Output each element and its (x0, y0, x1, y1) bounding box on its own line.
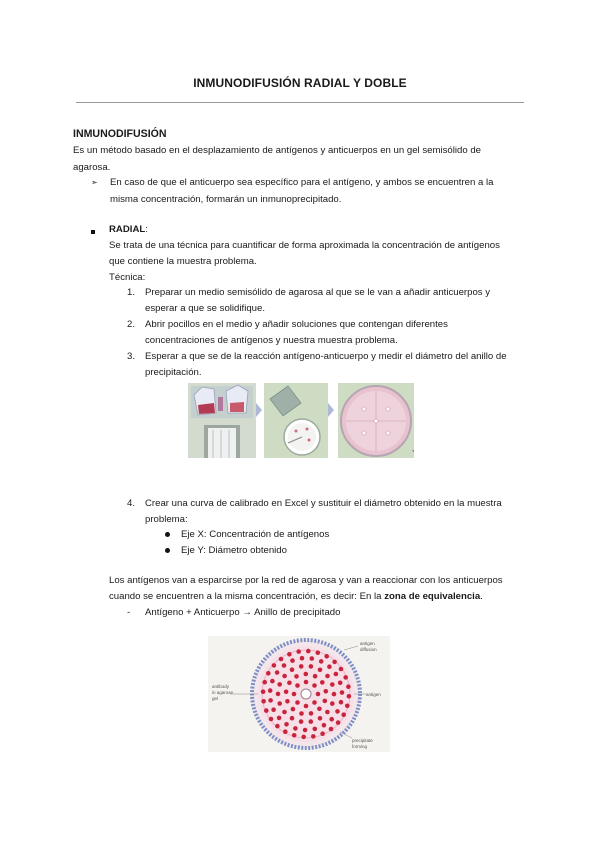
diagram-label-bottom: precipitate (352, 738, 373, 743)
radial-desc-line2: que contiene la muestra problema. (109, 256, 257, 267)
precipitate-dot (304, 704, 309, 709)
diagram-label-left-3: gel (212, 696, 219, 701)
step-4-number: 4. (127, 498, 136, 509)
chevron-right-icon (328, 403, 334, 417)
precipitate-dot (292, 733, 297, 738)
precipitate-dot (282, 663, 287, 668)
precipitate-dot (296, 649, 301, 654)
precipitate-dot (313, 674, 318, 679)
radial-label-suffix: : (145, 224, 148, 235)
precipitate-dot (270, 679, 275, 684)
precipitate-dot (343, 675, 348, 680)
precipitate-dot (316, 692, 321, 697)
precipitate-dot (325, 674, 330, 679)
precipitate-dot (304, 680, 309, 685)
arrow-text-line2: misma concentración, formarán un inmunoprecipitado. (110, 194, 342, 205)
precipitate-dot (290, 716, 295, 721)
dash-bullet: - (127, 607, 131, 618)
summary-prefix: cuando se encuentren a la misma concentración, es decir: En la (109, 591, 385, 602)
precipitate-dot (318, 716, 323, 721)
precipitate-dot (313, 727, 318, 732)
precipitate-dot (335, 709, 340, 714)
precipitate-dot (320, 731, 325, 736)
precipitate-dot (324, 654, 329, 659)
precipitate-dot (330, 701, 335, 706)
precipitate-dot (299, 719, 304, 724)
figure-trailing-comma: , (412, 444, 415, 453)
precipitate-dot (309, 711, 314, 716)
precipitate-dot (317, 707, 322, 712)
precipitate-dot (299, 711, 304, 716)
precipitate-dot (295, 683, 300, 688)
sample-well (301, 689, 311, 699)
precipitate-dot (271, 707, 276, 712)
precipitate-dot (309, 719, 314, 724)
axis-y-item: Eje Y: Diámetro obtenido (181, 545, 287, 556)
step-4-line1: Crear una curva de calibrado en Excel y sustituir el diámetro obtenido en la muestra (145, 498, 502, 509)
precipitation-ring-plate-image (341, 386, 411, 456)
diagram-label-left: antibody (212, 684, 230, 689)
precipitate-dot (327, 664, 332, 669)
precipitate-dot (299, 664, 304, 669)
precipitate-dot (290, 658, 295, 663)
precipitate-dot (306, 649, 311, 654)
diagram-label-top-2: diffusion (360, 647, 377, 652)
precipitate-dot (290, 667, 295, 672)
precipitate-dot (295, 700, 300, 705)
diagram-label-bottom-2: forming (352, 744, 368, 749)
precipitate-dot (279, 657, 284, 662)
diagram-label-right: antigen (366, 692, 381, 697)
radial-label (109, 222, 148, 239)
radial-desc-line1: Se trata de una técnica para cuantificar de forma aproximada la concentración de antígenos (109, 240, 500, 251)
precipitate-dot (319, 659, 324, 664)
precipitate-dot (291, 707, 296, 712)
precipitate-dot (332, 660, 337, 665)
precipitate-dot (339, 667, 344, 672)
precipitate-dot (293, 726, 298, 731)
precipitate-dot (341, 712, 346, 717)
diagram-label-top: antigen (360, 641, 375, 646)
precipitate-dot (264, 708, 269, 713)
precipitate-dot (285, 699, 290, 704)
precipitate-dot (322, 723, 327, 728)
bullet-dot-icon (165, 548, 170, 553)
step-1-number: 1. (127, 287, 136, 298)
precipitate-dot (309, 664, 314, 669)
precipitate-dot (345, 704, 350, 709)
precipitate-dot (338, 681, 343, 686)
precipitate-dot (304, 672, 309, 677)
precipitate-dot (340, 690, 345, 695)
precipitate-dot (301, 735, 306, 740)
square-bullet-icon (91, 230, 95, 234)
intro-text-line1: Es un método basado en el desplazamiento de antígenos y anticuerpos en un gel semisólido de (73, 145, 482, 156)
precipitate-dot (272, 663, 277, 668)
dash-item-text: Antígeno + Anticuerpo → Anillo de precipitado (145, 607, 341, 618)
chevron-right-icon (256, 403, 262, 417)
precipitate-dot (277, 716, 282, 721)
arrow-text-line1: En caso de que el anticuerpo sea específico para el antígeno, y ambos se encuentren a la (110, 177, 494, 188)
precipitate-dot (303, 728, 308, 733)
radial-technique-figure (188, 383, 416, 458)
precipitate-dot (332, 692, 337, 697)
diagram-label-left-2: in agarose (212, 690, 234, 695)
precipitate-dot (262, 680, 267, 685)
precipitate-dot (329, 717, 334, 722)
precipitate-dot (284, 722, 289, 727)
gel-beaker-image (204, 425, 240, 458)
precipitate-dot (282, 710, 287, 715)
step-4-line2: problema: (145, 514, 188, 525)
precipitate-dot (292, 692, 297, 697)
step-2-line1: Abrir pocillos en el medio y añadir soluciones que contengan diferentes (145, 319, 448, 330)
arrow-bullet-icon: ➣ (91, 178, 98, 187)
precipitate-dot (325, 710, 330, 715)
precipitate-dot (266, 671, 271, 676)
precipitate-dot (336, 720, 341, 725)
precipitate-dot (277, 701, 282, 706)
precipitate-dot (284, 690, 289, 695)
precipitate-dot (261, 699, 266, 704)
equivalence-zone-term: zona de equivalencia (384, 591, 481, 602)
precipitate-dot (261, 689, 266, 694)
step-2-line2: concentraciones de antígenos y nuestra muestra problema. (145, 335, 398, 346)
intro-text-line2: agarosa. (73, 162, 111, 173)
precipitate-dot (268, 688, 273, 693)
step-2-number: 2. (127, 319, 136, 330)
precipitate-dot (269, 717, 274, 722)
precipitate-dot (323, 699, 328, 704)
summary-line1: Los antígenos van a esparcirse por la red de agarosa y van a reaccionar con los anticuerpos (109, 575, 503, 586)
tecnica-label: Técnica: (109, 272, 146, 283)
precipitate-dot (347, 694, 352, 699)
page-title: INMUNODIFUSIÓN RADIAL Y DOBLE (193, 76, 407, 90)
precipitate-dot (318, 668, 323, 673)
section-heading: INMUNODIFUSIÓN (73, 128, 167, 140)
step-3-number: 3. (127, 351, 136, 362)
precipitate-dot (294, 674, 299, 679)
precipitate-dot (300, 656, 305, 661)
precipitate-dot (287, 681, 292, 686)
precipitate-dot (268, 698, 273, 703)
precipitate-dot (311, 734, 316, 739)
precipitate-dot (310, 656, 315, 661)
precipitate-dot (324, 689, 329, 694)
step-1-line2: esperar a que se solidifique. (145, 303, 265, 314)
precipitate-dot (276, 692, 281, 697)
precipitate-dot (287, 652, 292, 657)
axis-x-item: Eje X: Concentración de antígenos (181, 529, 330, 540)
precipitate-dot (282, 674, 287, 679)
precipitate-dot (329, 727, 334, 732)
radial-label-text: RADIAL (109, 224, 146, 235)
summary-suffix: . (480, 591, 483, 602)
bullet-dot-icon (165, 532, 170, 537)
precipitate-dot (320, 680, 325, 685)
step-1-line1: Preparar un medio semisólido de agarosa al que se le van a añadir anticuerpos y (145, 287, 491, 298)
precipitate-dot (312, 700, 317, 705)
precipitate-dot (277, 682, 282, 687)
title-divider (76, 102, 524, 103)
precipitate-dot (346, 684, 351, 689)
step-3-line2: precipitación. (145, 367, 202, 378)
step-3-line1: Esperar a que se de la reacción antígeno-anticuerpo y medir el diámetro del anillo de (145, 351, 507, 362)
precipitation-ring-diagram (208, 636, 390, 752)
precipitate-dot (275, 670, 280, 675)
precipitate-dot (316, 650, 321, 655)
precipitate-dot (334, 672, 339, 677)
precipitate-dot (283, 729, 288, 734)
precipitate-dot (339, 700, 344, 705)
precipitate-dot (275, 724, 280, 729)
precipitate-dot (312, 683, 317, 688)
precipitate-dot (330, 682, 335, 687)
summary-line2 (109, 589, 483, 606)
